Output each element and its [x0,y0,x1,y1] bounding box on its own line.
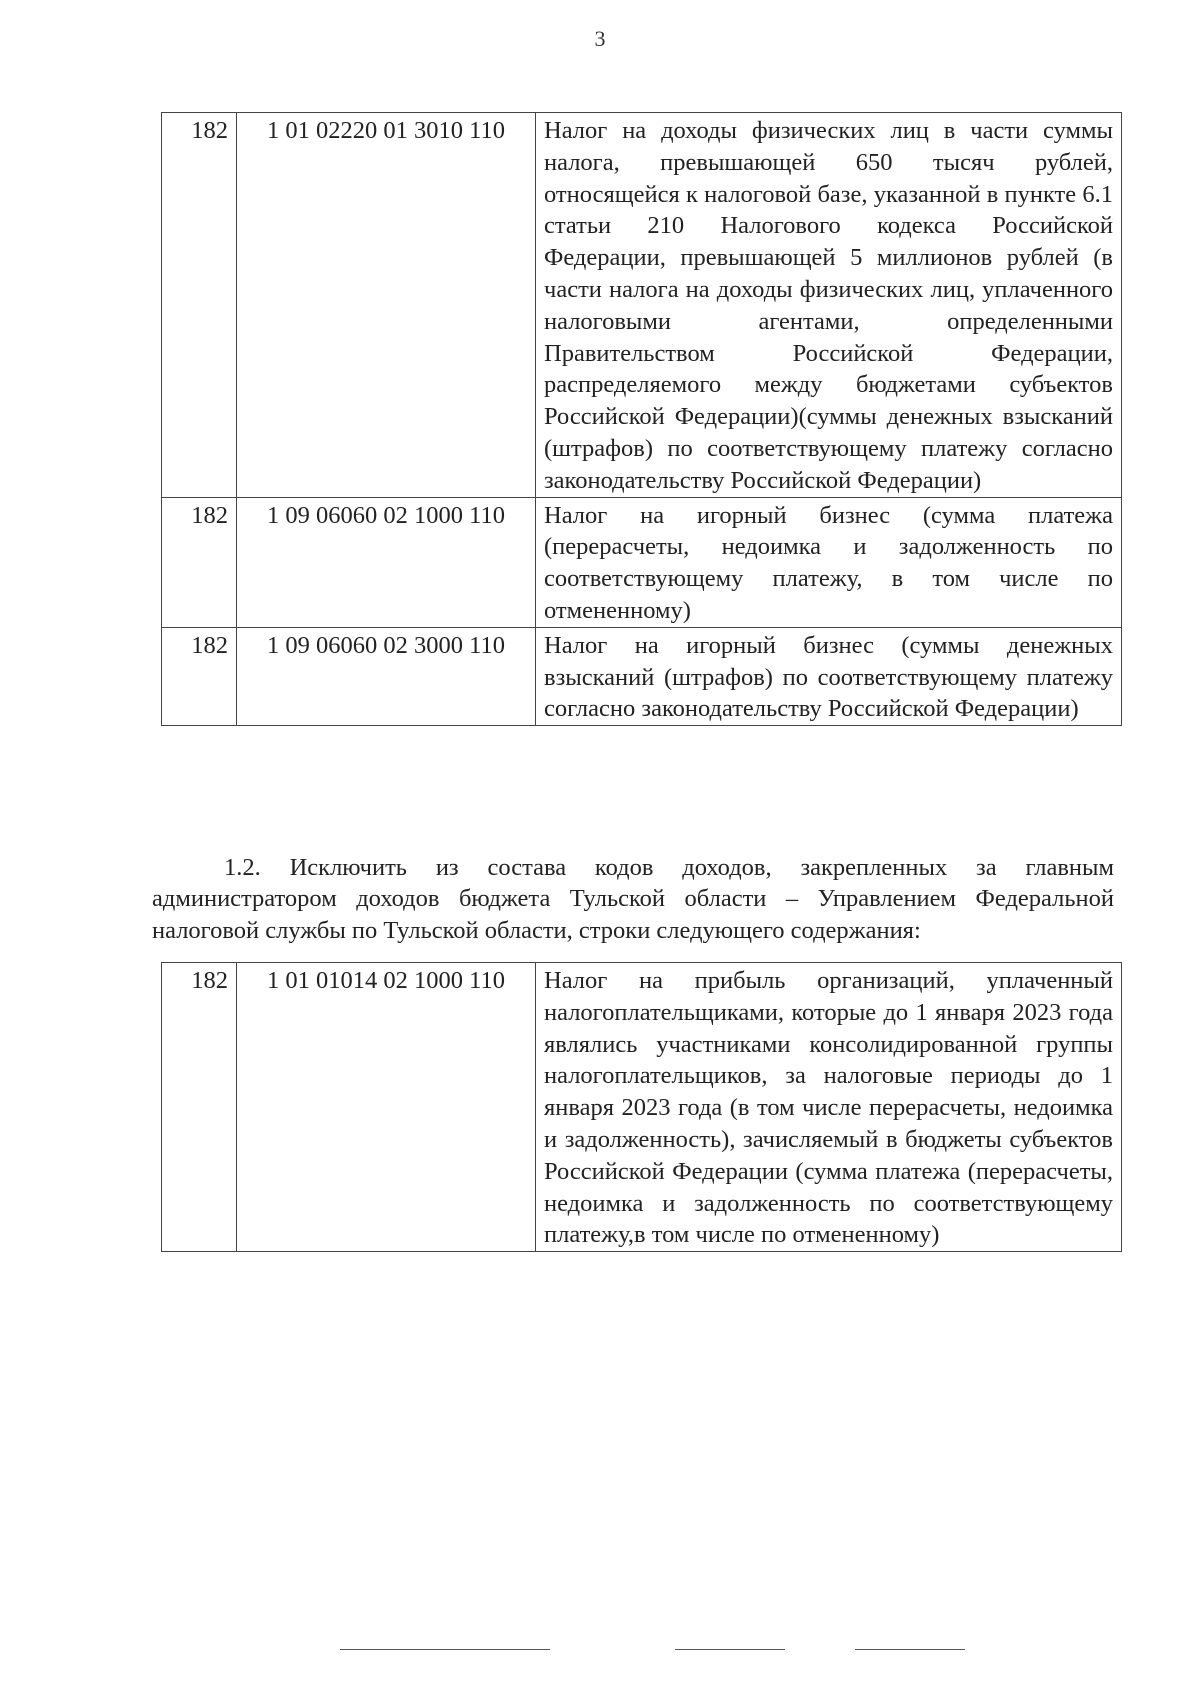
table-row [162,113,1122,498]
table-row [162,497,1122,627]
description-cell: Налог на доходы физических лиц в части суммы налога, превышающей 650 тысяч рублей, относящейся к налоговой базе, указанной в пункте 6.1 статьи 210 Налогового кодекса Российской Федерации, превышающей 5 миллионов рублей (в части налога на доходы физических лиц, уплаченного налоговыми агентами, определенными Правительством Российской Федерации, распределяемого между бюджетами субъектов Российской Федерации)(суммы денежных взысканий (штрафов) по соответствующему платежу согласно законодательству Российской Федерации) [536,113,1122,498]
admin-code-cell: 182 [162,113,237,498]
description-cell: Налог на игорный бизнес (сумма платежа (перерасчеты, недоимка и задолженность по соответствующему платежу, в том числе по отмененному) [536,497,1122,627]
footer-rule-middle [675,1649,785,1650]
description-cell: Налог на игорный бизнес (суммы денежных взысканий (штрафов) по соответствующему платежу согласно законодательству Российской Федерации) [536,627,1122,725]
admin-code-cell: 182 [162,497,237,627]
page-number: 3 [594,26,606,51]
budget-code-cell: 1 09 06060 02 3000 110 [237,627,536,725]
income-codes-table-excluded [161,962,1122,1252]
footer-rule-left [340,1649,550,1650]
table-row [162,963,1122,1252]
admin-code-cell: 182 [162,963,237,1252]
paragraph-1-2: 1.2. Исключить из состава кодов доходов, закрепленных за главным администратором доходов бюджета Тульской области – Управлением Федеральной налоговой службы по Тульской области, строки следующего содержания: [152,853,1114,944]
income-codes-table-added [161,112,1122,726]
table-row [162,627,1122,725]
admin-code-cell: 182 [162,627,237,725]
budget-code-cell: 1 01 02220 01 3010 110 [237,113,536,498]
description-cell: Налог на прибыль организаций, уплаченный налогоплательщиками, которые до 1 января 2023 года являлись участниками консолидированной группы налогоплательщиков, за налоговые периоды до 1 января 2023 года (в том числе перерасчеты, недоимка и задолженность), зачисляемый в бюджеты субъектов Российской Федерации (сумма платежа (перерасчеты, недоимка и задолженность по соответствующему платежу,в том числе по отмененному) [536,963,1122,1252]
footer-rule-right [855,1649,965,1650]
budget-code-cell: 1 09 06060 02 1000 110 [237,497,536,627]
budget-code-cell: 1 01 01014 02 1000 110 [237,963,536,1252]
